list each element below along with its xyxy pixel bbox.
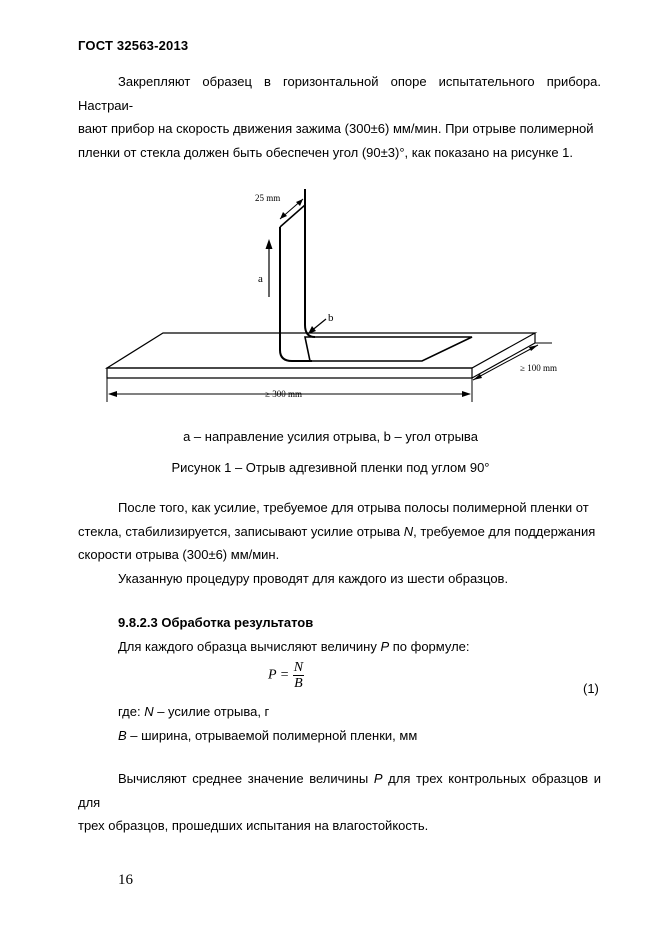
intro-paragraph: [78, 70, 601, 164]
label-100mm: ≥ 100 mm: [520, 363, 557, 373]
after-line-2: стекла, стабилизируется, записывают усилие отрыва N, требуемое для поддержания: [78, 523, 596, 539]
intro-line-2: вают прибор на скорость движения зажима (300±6) мм/мин. При отрыве полимерной: [78, 121, 594, 136]
after-line-4: Указанную процедуру проводят для каждого из шести образцов.: [118, 570, 509, 586]
section-text: Для каждого образца вычисляют величину P по формуле:: [118, 638, 470, 654]
formula-numerator: N: [293, 660, 304, 675]
label-b: b: [328, 312, 334, 324]
formula: [268, 660, 304, 691]
formula-denominator: B: [294, 676, 303, 691]
var-n: N: [403, 523, 414, 539]
label-25mm: 25 mm: [255, 193, 281, 203]
section-title: 9.8.2.3 Обработка результатов: [118, 615, 314, 630]
glass-plate-front: [107, 368, 472, 378]
after-line-1: После того, как усилие, требуемое для отрыва полосы полимерной пленки от: [118, 500, 589, 515]
formula-lhs: P =: [268, 667, 290, 683]
where-line-2: B – ширина, отрываемой полимерной пленки, мм: [118, 727, 418, 743]
intro-line-1: Закрепляют образец в горизонтальной опоре испытательного прибора. Настраи-: [78, 74, 601, 113]
figure-peel-test-diagram: [100, 175, 580, 415]
final-line-1: Вычисляют среднее значение величины P для трех контрольных образцов и для: [78, 771, 601, 810]
film-strip-vertical-left: [280, 227, 312, 361]
where-line-1: где: N – усилие отрыва, г: [118, 704, 270, 719]
where-block: [78, 700, 601, 747]
film-strip-flat: [305, 337, 472, 361]
label-300mm: ≥ 300 mm: [265, 389, 302, 399]
final-paragraph: [78, 767, 601, 838]
figure-legend: a – направление усилия отрыва, b – угол отрыва: [183, 429, 478, 444]
formula-number: (1): [583, 681, 599, 696]
label-a: a: [258, 273, 263, 285]
section-block: [78, 611, 601, 658]
formula-fraction: [293, 660, 304, 691]
after-line-3: скорости отрыва (300±6) мм/мин.: [78, 547, 280, 562]
figure-caption: Рисунок 1 – Отрыв адгезивной пленки под углом 90°: [171, 460, 490, 475]
arrow-a-head: [266, 239, 273, 249]
results-paragraph: [78, 496, 601, 590]
intro-line-3: пленки от стекла должен быть обеспечен угол (90±3)°, как показано на рисунке 1.: [78, 144, 574, 160]
film-strip-vertical-right: [305, 189, 315, 337]
final-line-2: трех образцов, прошедших испытания на влагостойкость.: [78, 818, 429, 833]
page-number: 16: [118, 872, 133, 888]
document-header: ГОСТ 32563-2013: [78, 38, 189, 53]
